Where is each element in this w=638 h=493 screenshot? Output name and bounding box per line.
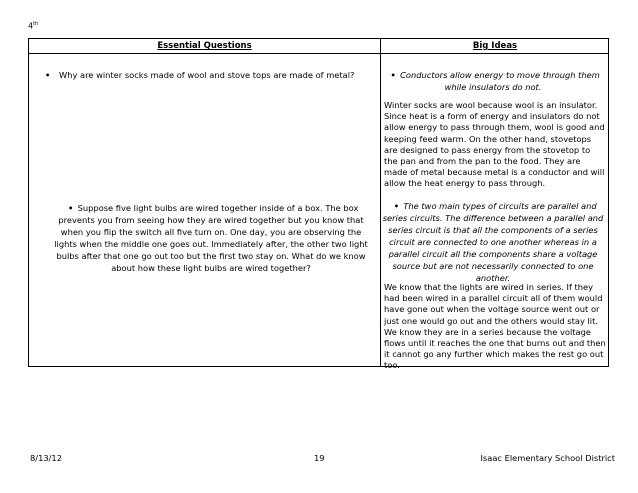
- bullet-icon: •: [45, 70, 51, 80]
- footer-page-number: 19: [314, 453, 325, 463]
- bullet-icon: •: [393, 201, 399, 211]
- answer-paragraph: Winter socks are wool because wool is an insulator. Since heat is a form of energy and insulators do not allow energy to pass through them, wool is good and keeping feed warm. On the other hand, stovetops are designed to pass energy from the stovetop to the pan and from the pan to the food. They are made of metal because metal is a conductor and will allow the heat energy to pass through.: [384, 100, 605, 189]
- big-idea-item: [381, 69, 605, 93]
- big-idea-item: [381, 200, 605, 284]
- grade-suffix: th: [33, 21, 39, 27]
- question-item: [45, 69, 375, 81]
- bullet-icon: •: [67, 203, 74, 213]
- question-item: [51, 202, 371, 274]
- footer-date: 8/13/12: [30, 453, 62, 463]
- big-idea-text: Conductors allow energy to move through them while insulators do not.: [400, 70, 600, 92]
- footer-organization: Isaac Elementary School District: [480, 453, 615, 463]
- question-text: Why are winter socks made of wool and stove tops are made of metal?: [59, 70, 355, 80]
- big-idea-text: The two main types of circuits are parallel and series circuits. The difference between a parallel and series circuit is that all the components of a series circuit are connected to one another whereas in a parallel circuit all the components share a voltage source but are not necessarily connected to one another.: [382, 201, 604, 283]
- answer-paragraph: We know that the lights are wired in series. If they had been wired in a parallel circuit all of them would have gone out when the voltage source went out or just one would go out and the others would stay lit. We know they are in a series because the voltage flows until it reaches the one that burns out and then it cannot go any further which makes the rest go out too.: [384, 282, 606, 371]
- questions-table: [28, 38, 609, 371]
- essential-questions-header: Essential Questions: [157, 41, 252, 51]
- big-ideas-header: Big Ideas: [472, 41, 518, 51]
- question-text: Suppose five light bulbs are wired together inside of a box. The box prevents you from seeing how they are wired together but you know that when you flip the switch all five turn on. One day, you are observing the lights when the middle one goes out. Immediately after, the other two light bulbs after that one go out too but the first two stay on. What do we know about how these light bulbs are wired together?: [54, 203, 368, 273]
- grade-label: [28, 22, 38, 31]
- header-divider: [29, 53, 608, 54]
- bullet-icon: •: [390, 70, 396, 80]
- grade-number: 4: [28, 21, 34, 31]
